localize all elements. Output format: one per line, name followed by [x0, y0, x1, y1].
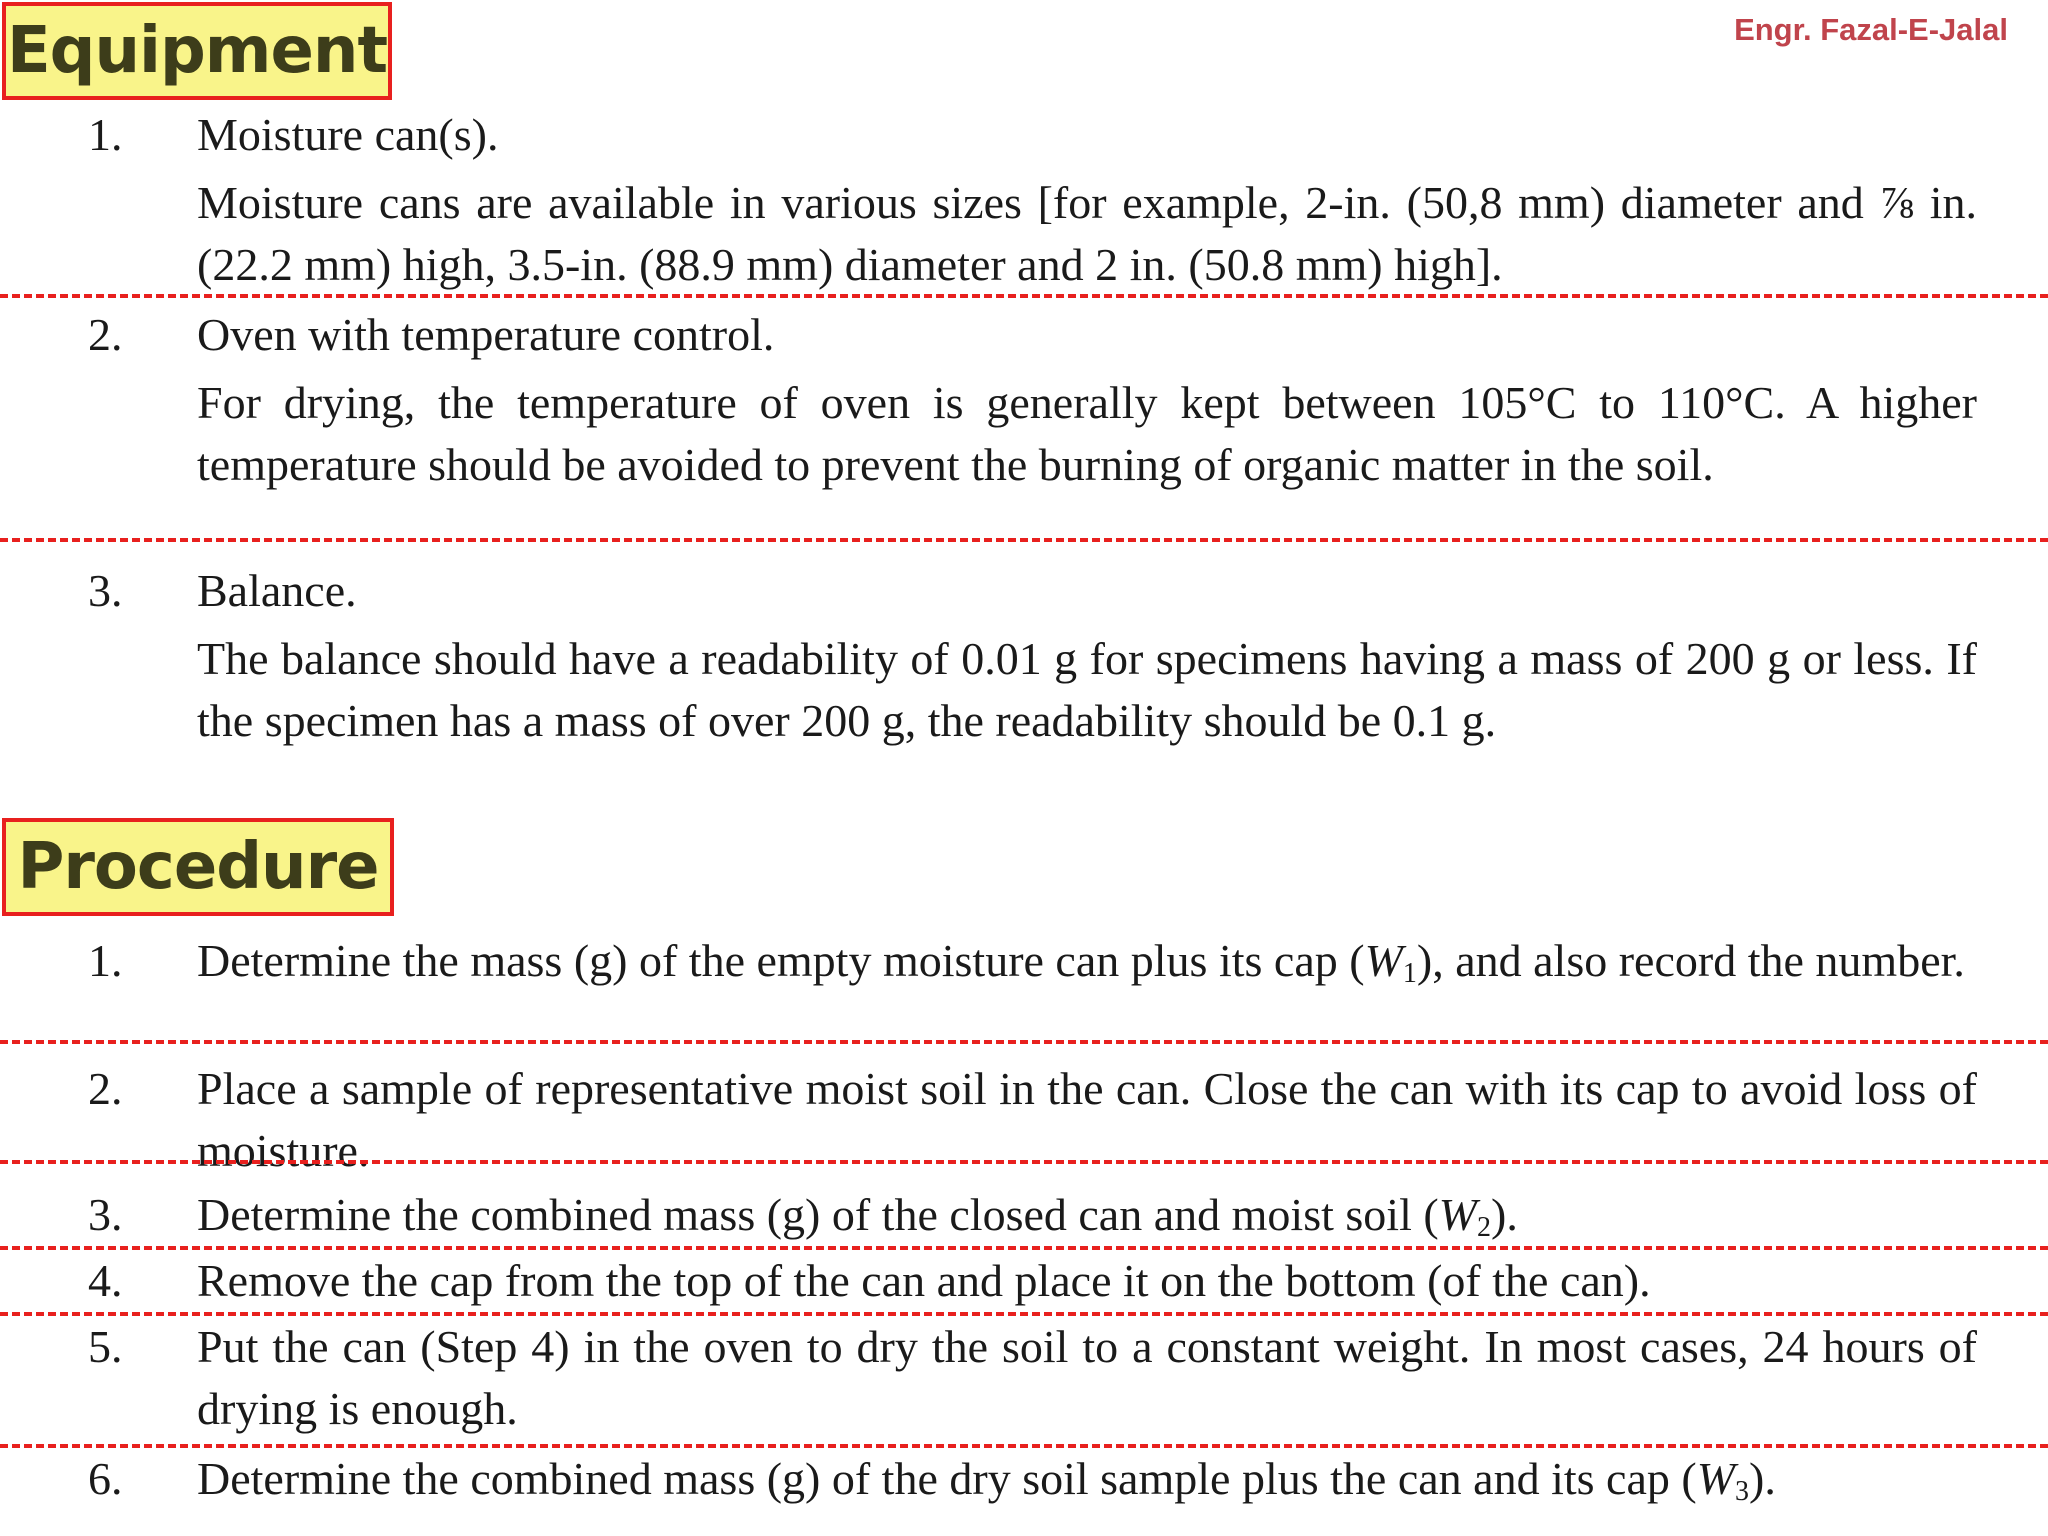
step-number: 6.	[88, 1453, 123, 1504]
procedure-heading: Procedure	[2, 818, 394, 916]
item-title: Oven with temperature control.	[197, 309, 775, 360]
dashed-divider	[0, 1040, 2048, 1044]
step-number: 5.	[88, 1321, 123, 1372]
step-text: Determine the combined mass (g) of the closed can and moist soil $(W_2)$.	[197, 1189, 1518, 1243]
item-description: The balance should have a readability of 0.01 g for specimens having a mass of 200 g or less. If the specimen has a mass of over 200 g, the readability should be 0.1 g.	[197, 633, 1977, 746]
item-number: 3.	[88, 565, 123, 616]
step-text: Determine the mass (g) of the empty moisture can plus its cap $(W_1)$, and also record the number.	[197, 935, 1965, 989]
item-description: For drying, the temperature of oven is generally kept between 105°C to 110°C. A higher temperature should be avoided to prevent the burning of organic matter in the soil.	[197, 377, 1977, 490]
step-number: 3.	[88, 1189, 123, 1240]
step-number: 1.	[88, 935, 123, 986]
dashed-divider	[0, 1160, 2048, 1164]
step-number: 2.	[88, 1063, 123, 1114]
step-number: 4.	[88, 1255, 123, 1306]
item-number: 2.	[88, 309, 123, 360]
author-name: Engr. Fazal-E-Jalal	[1734, 12, 2008, 47]
step-text: Place a sample of representative moist soil in the can. Close the can with its cap to avoid loss of moisture.	[197, 1063, 1977, 1176]
item-number: 1.	[88, 109, 123, 160]
step-text: Determine the combined mass (g) of the dry soil sample plus the can and its cap $(W_3)$.	[197, 1453, 1776, 1507]
dashed-divider	[0, 538, 2048, 542]
equipment-heading: Equipment	[2, 2, 392, 100]
item-title: Moisture can(s).	[197, 109, 499, 160]
step-text: Remove the cap from the top of the can and place it on the bottom (of the can).	[197, 1255, 1651, 1306]
item-description: Moisture cans are available in various sizes [for example, 2-in. (50,8 mm) diameter and ⅞ in. (22.2 mm) high, 3.5-in. (88.9 mm) diameter and 2 in. (50.8 mm) high].	[197, 177, 1977, 290]
item-title: Balance.	[197, 565, 357, 616]
dashed-divider	[0, 294, 2048, 298]
step-text: Put the can (Step 4) in the oven to dry the soil to a constant weight. In most cases, 24 hours of drying is enough.	[197, 1321, 1977, 1434]
